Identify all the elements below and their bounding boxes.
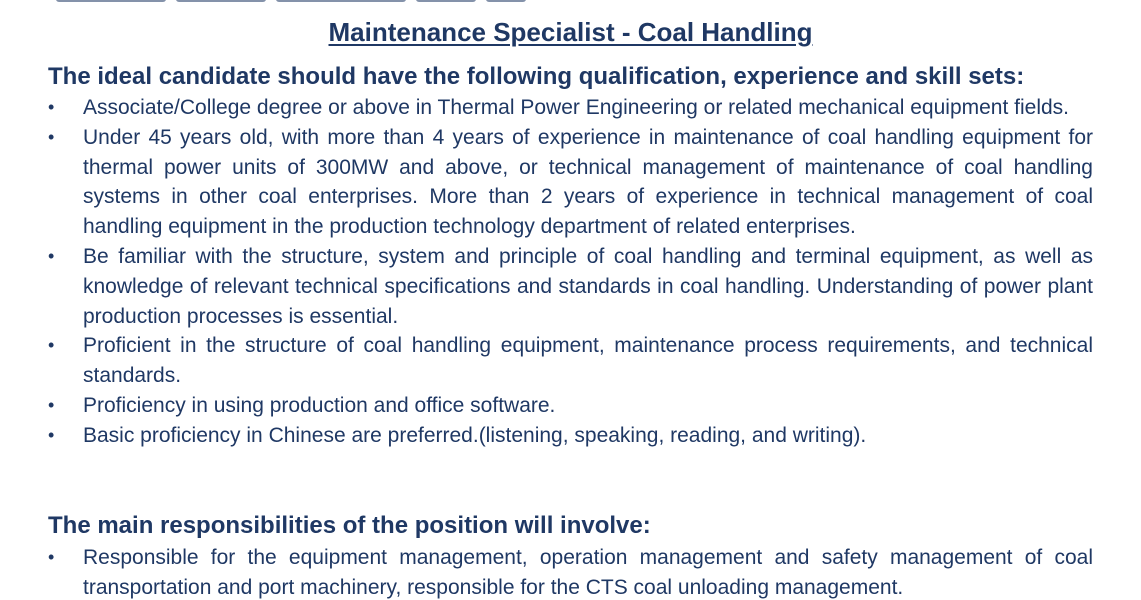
list-item	[0, 331, 1093, 391]
list-item-text: Basic proficiency in Chinese are preferred.(listening, speaking, reading, and writing).	[83, 423, 867, 447]
qualifications-list	[0, 93, 1141, 451]
list-item	[0, 242, 1093, 331]
list-item-text: Proficiency in using production and office software.	[83, 393, 556, 417]
responsibilities-heading: The main responsibilities of the position will involve:	[48, 512, 651, 539]
list-item-text: Associate/College degree or above in Thermal Power Engineering or related mechanical equipment fields.	[83, 96, 1070, 119]
bullet-icon: •	[48, 424, 55, 445]
responsibilities-list	[0, 543, 1141, 600]
list-item-text: Responsible for the equipment management, operation management and safety management of coal transportation and port machinery, responsible for the CTS coal unloading management.	[83, 546, 1093, 599]
list-item-text: Proficient in the structure of coal handling equipment, maintenance process requirements, and technical standards.	[83, 334, 1093, 388]
list-item	[0, 421, 1093, 451]
bullet-icon: •	[48, 97, 55, 117]
cropped-previous-line	[0, 0, 1141, 4]
bullet-icon: •	[48, 245, 55, 266]
list-item	[0, 93, 1093, 123]
qualifications-heading: The ideal candidate should have the following qualification, experience and skill sets:	[48, 63, 1025, 90]
job-title: Maintenance Specialist - Coal Handling	[328, 17, 813, 47]
list-item-text: Be familiar with the structure, system and principle of coal handling and terminal equipment, as well as knowledge of relevant technical specifications and standards in coal handling. Understanding of power plant production processes is essential.	[83, 244, 1093, 328]
bullet-icon: •	[48, 126, 55, 147]
bullet-icon: •	[48, 394, 55, 415]
list-item	[0, 543, 1093, 600]
list-item	[0, 123, 1093, 242]
list-item-text: Under 45 years old, with more than 4 years of experience in maintenance of coal handling equipment for thermal power units of 300MW and above, or technical management of maintenance of coal handling systems in other coal enterprises. More than 2 years of experience in technical management of coal handling equipment in the production technology department of related enterprises.	[83, 125, 1093, 239]
list-item	[0, 391, 1093, 421]
bullet-icon: •	[48, 547, 55, 567]
bullet-icon: •	[48, 335, 55, 356]
